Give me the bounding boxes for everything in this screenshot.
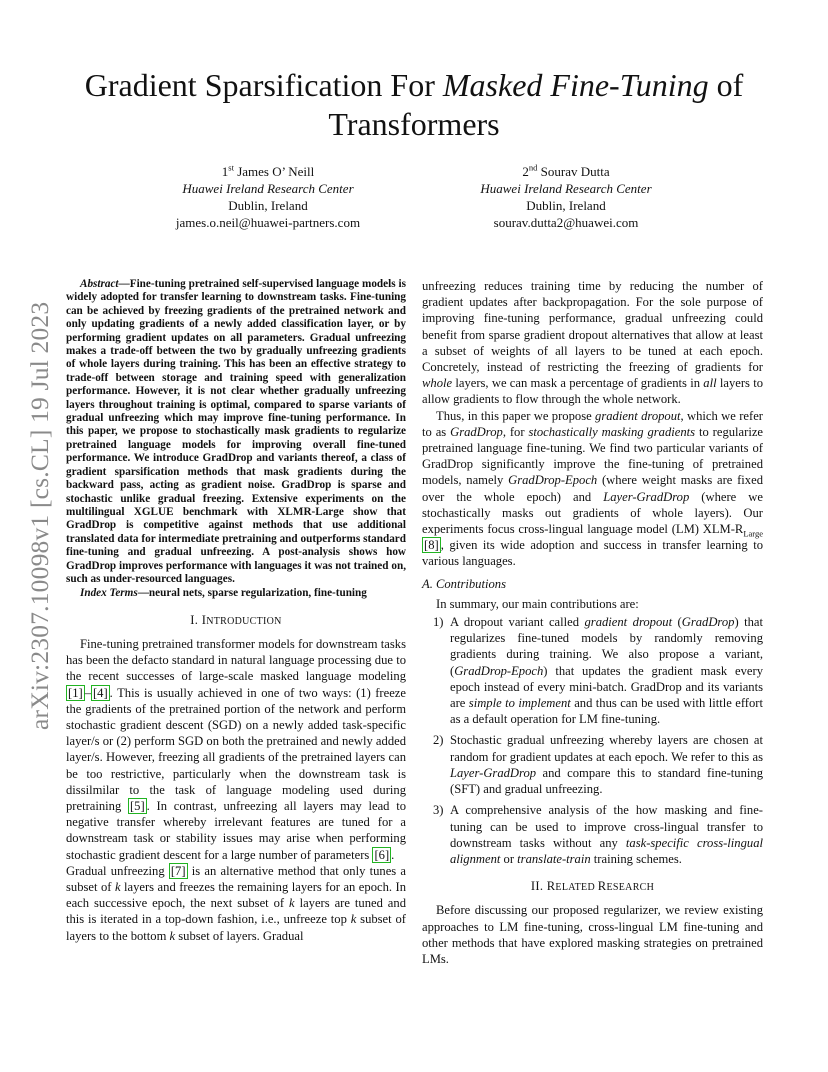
text-run: . (391, 847, 395, 862)
contributions-intro: In summary, our main contributions are: (436, 596, 639, 611)
right-column (422, 278, 763, 967)
text-run: unfreezing reduces training time by reducing the number of gradient updates after backpropagation. For the sole purpose of improving fine-tuning performance, gradual unfreezing could benefit from sparse gradient dropout alternatives that allow at least a subset of weights of all layers to be tuned at each epoch. Concretely, instead of restricting the freezing of gradients for (422, 279, 763, 375)
abstract-lead: Abstract (80, 278, 119, 290)
index-terms (66, 587, 406, 600)
math-var: k (114, 880, 121, 894)
emphasis: GradDrop (681, 615, 735, 630)
section-rest: ELATED (555, 882, 598, 894)
list-number: 1) (433, 615, 444, 630)
abstract-text: —Fine-tuning pretrained self-supervised language models is widely adopted for transfer learning to downstream tasks. Fine-tuning can be achieved by freezing gradients of the pretrained network and only updating gradients of a newly added classification layer, or by performing gradient updates on all parameters. Gradual unfreezing makes a trade-off between the two by gradually unfreezing gradients of whole layers during training. This has been an effective strategy to trade-off between storage and training speed with generalization performance. However, it is not clear whether gradually unfreezing layers throughout training is optimal, compared to sparse variants of gradual unfreezing which may improve fine-tuning performance. In this paper, we propose to stochastically mask gradients to regularize pretrained language models for improving overall fine-tuned performance. We introduce GradDrop and variants thereof, a class of gradient sparsification methods that mask gradients during the backward pass, acting as gradient noise. GradDrop is sparse and stochastic unlike gradual freezing. Extensive experiments on the multilingual XGLUE benchmark with XLMR-Large show that GradDrop is competitive against methods that use additional translated data for intermediate pretraining and outperforms standard fine-tuning and gradual unfreezing. A post-analysis shows how GradDrop improves performance with languages it was not trained on, such as under-resourced languages. (66, 278, 406, 585)
section-rest: ESEARCH (606, 882, 655, 894)
author-email: james.o.neil@huawei-partners.com (175, 215, 361, 230)
text-run: Gradual unfreezing (66, 863, 169, 878)
text-run: – (84, 685, 91, 700)
left-column (66, 278, 406, 944)
emphasis: GradDrop-Epoch (454, 663, 544, 678)
citation-link[interactable]: [4] (92, 685, 108, 700)
text-run: . This is usually achieved in one of two ways: (1) freeze the gradients of the pretrained portion of the network and perform stochastic gradient descent (SGD) on a newly added task-specific layer/s or (2) perform SGD on both the pretrained and newly added layer/s. However, freezing all gradients of the pretrained layers can be too restrictive, particularly when the downstream task is dissilmilar to the task of language modeling used during pretraining (66, 685, 406, 813)
author-ordinal-sup: st (228, 162, 234, 173)
author-email: sourav.dutta2@huawei.com (493, 215, 639, 230)
emphasis: gradient dropout (584, 615, 673, 630)
text-run: ) that regularizes fine-tuned models by randomly removing gradients during training. We also propose a variant, ( (450, 615, 764, 678)
math-var: k (289, 896, 295, 911)
list-item (422, 732, 763, 797)
text-run: layers are tuned and this is iterated in a top-down fashion, i.e., unfreeze top (66, 896, 406, 927)
text-run: , which we refer to as (422, 408, 763, 439)
author-ordinal: 2 (522, 164, 529, 179)
text-run: training schemes. (590, 851, 682, 866)
list-item (422, 802, 763, 867)
section-cap: R (597, 879, 607, 894)
abstract (66, 278, 406, 586)
contributions-list (422, 614, 763, 867)
title-part-3: of Transformers (328, 67, 744, 142)
section-heading-introduction (66, 612, 406, 630)
subscript: Large (743, 528, 763, 539)
text-run: (where weight masks are fixed over the whole epoch) and (422, 473, 763, 504)
section-number: II. (530, 879, 547, 894)
list-number: 3) (433, 803, 444, 818)
author-block-1 (118, 163, 418, 231)
text-run: layers and freezes the remaining layers for an epoch. In each successive epoch, the next subset of (66, 880, 406, 911)
text-run: A comprehensive analysis of the how masking and fine-tuning can be used to improve cross-lingual transfer to downstream tasks without any (450, 803, 763, 850)
title-part-2: Masked Fine-Tuning (442, 67, 709, 103)
emphasis: gradient dropout (595, 408, 681, 423)
text-run: Fine-tuning pretrained transformer models for downstream tasks has been the defacto standard in natural language processing due to the recent successes of large-scale masked language modeling (66, 636, 406, 684)
text-run: subset of layers to the bottom (66, 912, 406, 943)
right-paragraph-2 (422, 408, 763, 570)
emphasis: all (703, 376, 717, 391)
citation-link[interactable]: [8] (424, 538, 439, 553)
text-run: Thus, in this paper we propose (436, 408, 596, 423)
subsection-heading-contributions: A. Contributions (422, 576, 506, 591)
text-run: ( (672, 615, 682, 630)
index-terms-lead: Index Terms (80, 587, 138, 600)
author-affiliation: Huawei Ireland Research Center (182, 181, 354, 196)
text-run: to regularize pretrained language fine-tuning. We find two particular variants of GradDrop significantly improve the fine-tuning of pretrained models, namely (422, 424, 763, 488)
citation-link[interactable]: [6] (374, 847, 390, 862)
emphasis: translate-train (517, 851, 591, 866)
text-run: and thus can be used with little effort as a default operation for LM fine-tuning. (450, 696, 763, 727)
text-run: subset of layers. Gradual (175, 928, 304, 943)
text-run: and compare this to standard fine-tuning (SFT) and gradual unfreezing. (450, 765, 763, 797)
author-location: Dublin, Ireland (526, 198, 606, 213)
emphasis: Layer-GradDrop (603, 489, 690, 504)
text-run: (where we stochastically masks out gradients of whole layers). Our experiments focus cross-lingual language model (LM) XLM-R (422, 489, 763, 537)
list-item (422, 614, 763, 727)
emphasis: simple to implement (468, 696, 571, 711)
text-run: . In contrast, unfreezing all layers may lead to negative transfer whereby irrelevant features are tuned for a downstream task or stability issues may arise when performing stochastic gradient descent for a large number of parameters (66, 798, 406, 862)
arxiv-side-stamp: arXiv:2307.10098v1 [cs.CL] 19 Jul 2023 (25, 301, 54, 730)
author-ordinal: 1 (221, 164, 229, 179)
section-rest: NTRODUCTION (206, 615, 282, 627)
right-paragraph-1 (422, 278, 763, 408)
intro-paragraph-1 (66, 636, 406, 863)
text-run: A dropout variant called (450, 615, 585, 630)
section-cap: R (546, 879, 556, 894)
text-run: Stochastic gradual unfreezing whereby layers are chosen at random for gradient updates at each epoch. We refer to this as (450, 733, 763, 764)
emphasis: GradDrop-Epoch (508, 473, 598, 488)
author-affiliation: Huawei Ireland Research Center (480, 181, 652, 196)
text-run: , for (502, 424, 529, 439)
paper-title (40, 66, 788, 144)
index-terms-text: —neural nets, sparse regularization, fine-tuning (137, 587, 367, 600)
emphasis: whole (422, 376, 453, 391)
author-ordinal-sup: nd (528, 162, 538, 173)
emphasis: Layer-GradDrop (450, 765, 537, 780)
intro-paragraph-2 (66, 863, 406, 944)
author-name: Sourav Dutta (540, 164, 610, 179)
citation-link[interactable]: [5] (129, 798, 145, 813)
section-cap: I (201, 612, 207, 627)
author-name: James O’ Neill (237, 164, 315, 179)
text-run: is an alternative method that only tunes a subset of (66, 863, 406, 894)
author-block-2 (416, 163, 716, 231)
emphasis: GradDrop (450, 424, 503, 439)
text-run: , given its wide adoption and success in transfer learning to various languages. (422, 538, 763, 569)
text-run: or (500, 851, 518, 866)
related-paragraph-1: Before discussing our proposed regularizer, we review existing approaches to LM fine-tuning, cross-lingual LM fine-tuning and other methods that have explored masking strategies on pretrained LMs. (422, 903, 763, 966)
author-location: Dublin, Ireland (228, 198, 308, 213)
text-run: ) that updates the gradient mask every epoch instead of every mini-batch. GradDrop and its variants are (450, 663, 763, 711)
text-run: layers to allow gradients to flow through the whole network. (422, 376, 763, 407)
list-number: 2) (433, 733, 444, 748)
title-part-1: Gradient Sparsification For (84, 67, 443, 103)
emphasis: task-specific cross-lingual alignment (450, 835, 763, 866)
section-number: I. (190, 612, 202, 627)
text-run: layers, we can mask a percentage of gradients in (452, 376, 704, 391)
math-var: k (169, 928, 176, 943)
citation-link[interactable]: [1] (68, 685, 83, 700)
section-heading-related-research (422, 878, 763, 896)
emphasis: stochastically masking gradients (528, 424, 696, 439)
math-var: k (350, 912, 357, 927)
citation-link[interactable]: [7] (170, 863, 186, 878)
